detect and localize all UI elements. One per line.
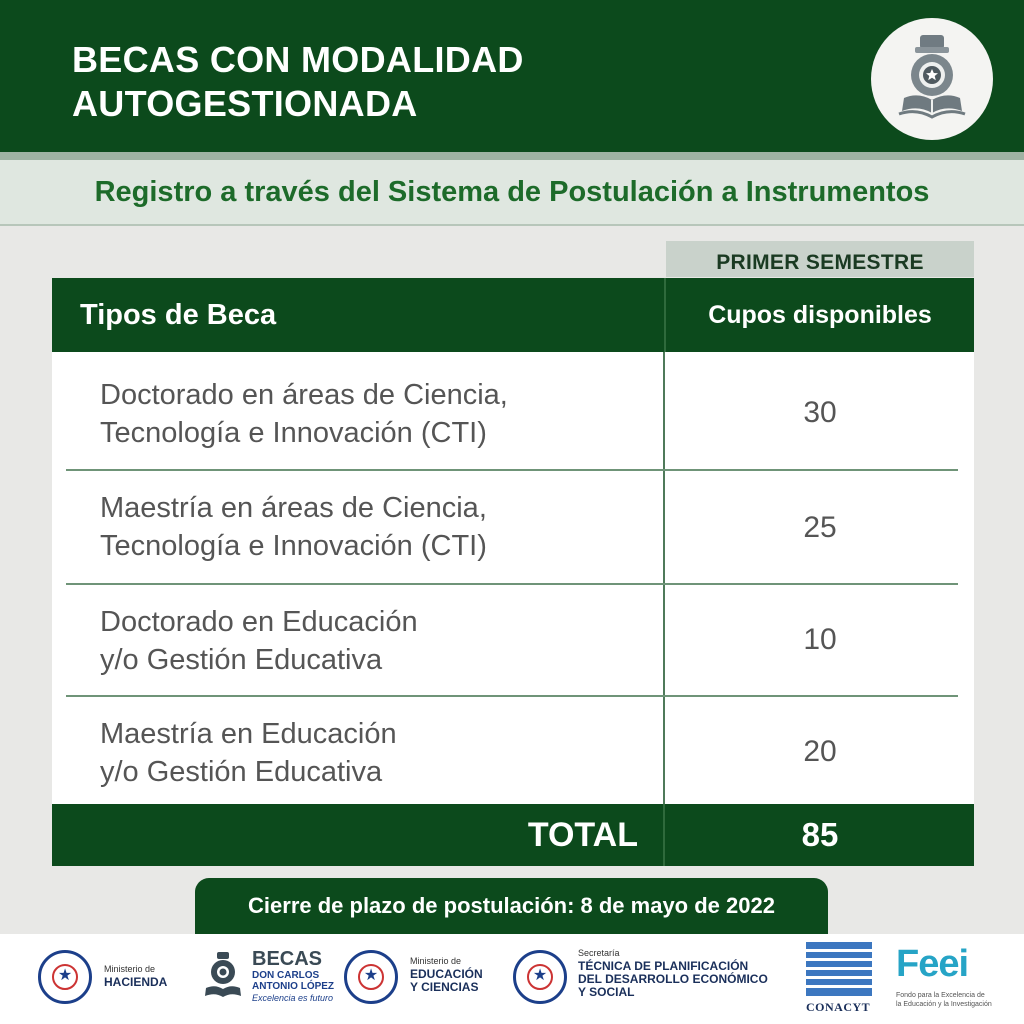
total-divider [663,804,665,866]
becas-logo-badge [871,18,993,140]
becas-tagline: Excelencia es futuro [252,993,334,1003]
deadline-banner [195,878,828,934]
footer-logos [0,934,1024,1024]
row-type-line: Maestría en áreas de Ciencia, [100,492,487,524]
row-type-line: Tecnología e Innovación (CTI) [100,530,487,562]
stp-big1: TÉCNICA DE PLANIFICACIÓN [578,959,749,973]
row-type [100,376,508,452]
total-value: 85 [801,816,839,853]
train-book-logo-icon [871,18,993,140]
table-row [52,471,974,583]
col-slots-header: Cupos disponibles [708,301,932,329]
conacyt-logo-icon [806,942,872,996]
row-type [100,715,397,791]
row-value: 20 [803,735,837,768]
table-row [52,585,974,695]
mec-big2: Y CIENCIAS [410,980,479,994]
subtitle: Registro a través del Sistema de Postulación a Instrumentos [94,176,930,208]
feei-sub1: Fondo para la Excelencia de [896,992,985,999]
row-type-line: Tecnología e Innovación (CTI) [100,417,487,449]
paraguay-seal-icon: ★ [513,950,567,1004]
becas-sub1: DON CARLOS [252,970,320,981]
stp-big2: DEL DESARROLLO ECONÓMICO [578,972,768,986]
page-title [72,38,524,126]
row-type [100,603,418,679]
becas-word: BECAS [252,948,323,970]
feei-word: Feei [896,943,969,985]
paraguay-seal-icon: ★ [344,950,398,1004]
total-label: TOTAL [527,816,638,854]
row-type-line: Doctorado en Educación [100,606,418,638]
mec-big1: EDUCACIÓN [410,967,483,981]
header-stripe [0,152,1024,160]
subtitle-band [0,160,1024,226]
table-body [52,352,974,804]
semester-header [666,241,974,277]
table-row [52,352,974,470]
col-type-header: Tipos de Beca [80,299,277,331]
table-header [52,278,974,352]
title-line-2: AUTOGESTIONADA [72,83,418,124]
becas-sub2: ANTONIO LÓPEZ [252,981,335,992]
mec-small: Ministerio de [410,956,462,966]
row-type-line: y/o Gestión Educativa [100,756,383,788]
row-value: 30 [803,396,837,429]
row-type-line: Doctorado en áreas de Ciencia, [100,379,508,411]
total-row [52,804,974,866]
table-row [52,697,974,804]
hacienda-big: HACIENDA [104,975,168,989]
conacyt-word: CONACYT [806,1000,871,1014]
header-banner [0,0,1024,152]
stp-big3: Y SOCIAL [578,985,635,999]
deadline-text: Cierre de plazo de postulación: 8 de mayo de 2022 [248,893,775,918]
row-type-line: Maestría en Educación [100,718,397,750]
row-type-line: y/o Gestión Educativa [100,644,383,676]
hacienda-small: Ministerio de [104,964,156,974]
semester-label: PRIMER SEMESTRE [716,251,924,274]
row-value: 25 [803,511,837,544]
stp-small: Secretaría [578,948,620,958]
paraguay-seal-icon: ★ [38,950,92,1004]
title-line-1: BECAS CON MODALIDAD [72,39,524,80]
row-value: 10 [803,623,837,656]
feei-sub2: la Educación y la Investigación [896,1001,992,1008]
becas-train-icon [200,950,246,1004]
row-type [100,489,487,565]
